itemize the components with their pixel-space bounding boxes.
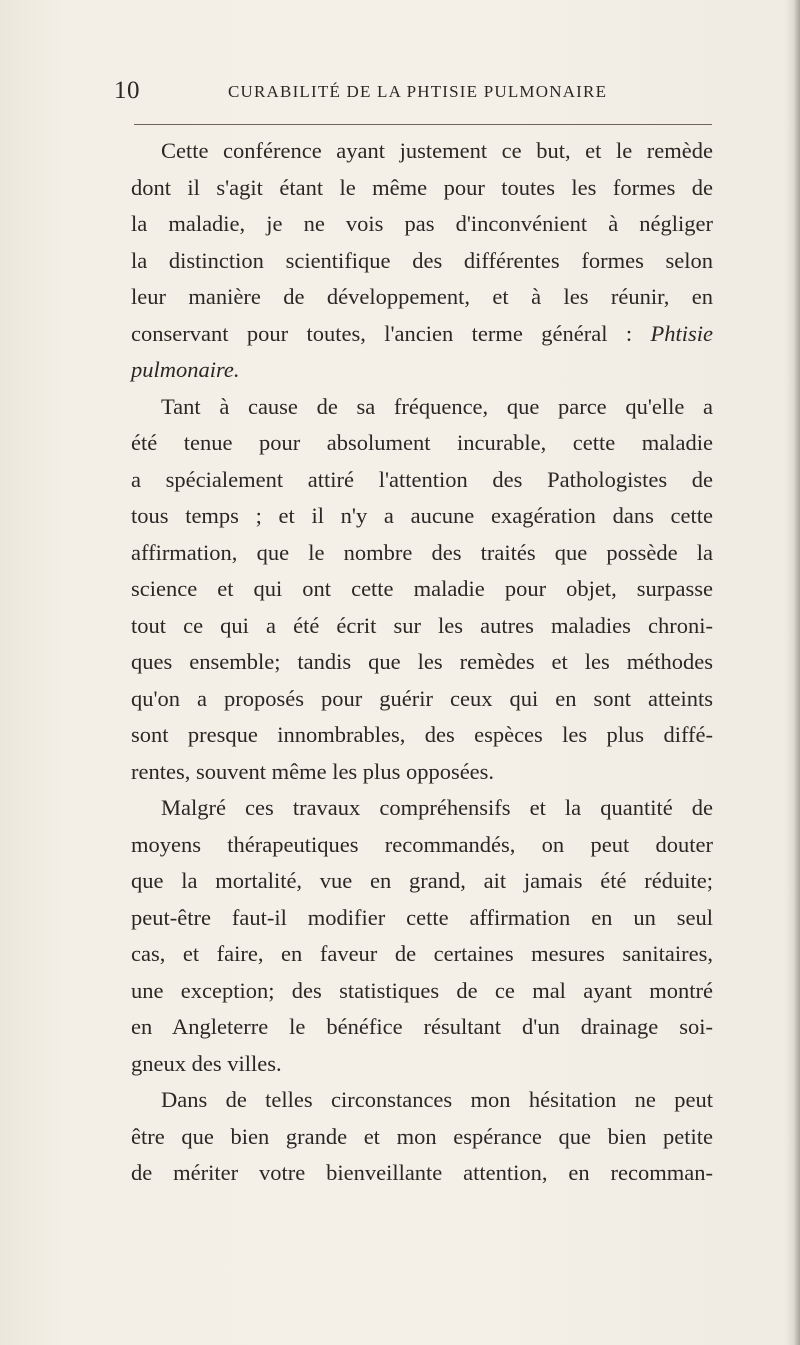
- text-line: [131, 717, 713, 754]
- text-line-content: la distinction scientifique des différentes formes selon: [131, 247, 713, 273]
- text-line-content: en Angleterre le bénéfice résultant d'un drainage soi-: [131, 1014, 713, 1039]
- text-line: [131, 1119, 713, 1156]
- text-line-content: rentes, souvent même les plus opposées.: [131, 758, 495, 784]
- text-line: [131, 973, 713, 1010]
- text-line: [131, 170, 713, 207]
- running-title: CURABILITÉ DE LA PHTISIE PULMONAIRE: [228, 82, 608, 101]
- text-line: [131, 754, 713, 791]
- text-line: [131, 498, 713, 535]
- text-line: [131, 316, 713, 353]
- text-line-content: de mériter votre bienveillante attention, en recomman-: [131, 1160, 713, 1185]
- body-text: [131, 133, 713, 1192]
- text-line: [131, 608, 713, 645]
- text-line-content: Cette conférence ayant justement ce but, et le remède: [161, 138, 713, 163]
- text-line-content: dont il s'agit étant le même pour toutes les formes de: [131, 174, 713, 200]
- text-line-content: science et qui ont cette maladie pour objet, surpasse: [131, 576, 713, 601]
- text-line-content: une exception; des statistiques de ce mal ayant montré: [131, 977, 713, 1003]
- text-line: [131, 279, 713, 316]
- text-line-content: être que bien grande et mon espérance que bien petite: [131, 1123, 713, 1149]
- text-line-content: a spécialement attiré l'attention des Pathologistes de: [131, 466, 713, 492]
- text-line: [131, 644, 713, 681]
- page-number: 10: [114, 77, 140, 104]
- text-line: [131, 1155, 713, 1192]
- text-line: [131, 425, 713, 462]
- text-line-content: gneux des villes.: [131, 1050, 282, 1076]
- page-header: [114, 76, 714, 116]
- text-line-content: affirmation, que le nombre des traités que possède la: [131, 539, 713, 565]
- text-line: [131, 535, 713, 572]
- italic-term: Phtisie: [650, 320, 713, 346]
- text-line-content: Malgré ces travaux compréhensifs et la quantité de: [161, 795, 713, 820]
- text-line: [131, 936, 713, 973]
- text-line: [131, 681, 713, 718]
- text-line-content: conservant pour toutes, l'ancien terme général :: [131, 320, 651, 346]
- text-line-content: peut-être faut-il modifier cette affirmation en un seul: [131, 904, 713, 930]
- text-line: [131, 1009, 713, 1046]
- italic-term: pulmonaire.: [131, 357, 240, 382]
- text-line: [131, 133, 713, 170]
- text-line: [131, 900, 713, 937]
- text-line-content: Tant à cause de sa fréquence, que parce qu'elle a: [161, 393, 713, 419]
- header-rule: [134, 124, 712, 125]
- text-line: [131, 863, 713, 900]
- text-line-content: tous temps ; et il n'y a aucune exagération dans cette: [131, 503, 713, 528]
- text-line-content: qu'on a proposés pour guérir ceux qui en sont atteints: [131, 685, 713, 711]
- text-line-content: sont presque innombrables, des espèces les plus diffé-: [131, 722, 713, 747]
- text-line-content: tout ce qui a été écrit sur les autres maladies chroni-: [131, 612, 713, 638]
- text-line: [131, 827, 713, 864]
- text-line: [131, 571, 713, 608]
- text-line: [131, 790, 713, 827]
- text-line: [131, 243, 713, 280]
- text-line: [131, 206, 713, 243]
- text-line-content: leur manière de développement, et à les réunir, en: [131, 284, 713, 309]
- text-line-content: moyens thérapeutiques recommandés, on peut douter: [131, 831, 713, 857]
- text-line: [131, 352, 713, 389]
- text-line: [131, 389, 713, 426]
- text-line: [131, 1082, 713, 1119]
- text-line-content: la maladie, je ne vois pas d'inconvénient à négliger: [131, 211, 713, 236]
- text-line-content: cas, et faire, en faveur de certaines mesures sanitaires,: [131, 941, 713, 966]
- text-line: [131, 1046, 713, 1083]
- text-line-content: ques ensemble; tandis que les remèdes et les méthodes: [131, 649, 713, 674]
- text-line: [131, 462, 713, 499]
- page-edge-shadow: [786, 0, 800, 1345]
- text-line-content: été tenue pour absolument incurable, cette maladie: [131, 430, 713, 455]
- text-line-content: que la mortalité, vue en grand, ait jamais été réduite;: [131, 868, 713, 893]
- text-line-content: Dans de telles circonstances mon hésitation ne peut: [161, 1087, 713, 1112]
